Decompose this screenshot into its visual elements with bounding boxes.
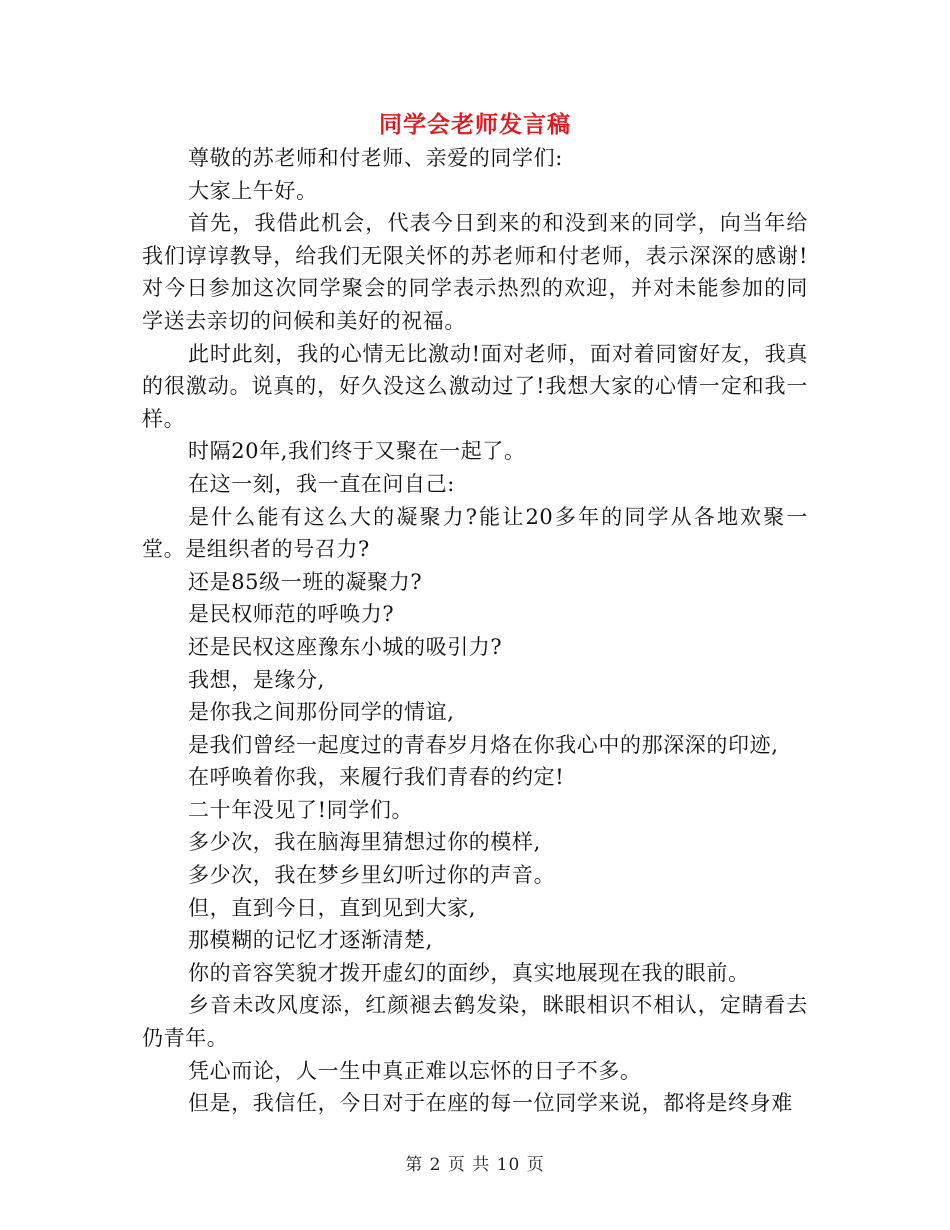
paragraph: 是民权师范的呼唤力? (188, 602, 395, 627)
paragraph: 大家上午好。 (188, 178, 318, 203)
document-title: 同学会老师发言稿 (379, 111, 571, 138)
paragraph: 多少次，我在梦乡里幻听过你的声音。 (188, 863, 556, 888)
paragraph: 凭心而论，人一生中真正难以忘怀的日子不多。 (188, 1058, 642, 1083)
paragraph: 尊敬的苏老师和付老师、亲爱的同学们: (188, 146, 563, 170)
page-number-footer: 第 2 页 共 10 页 (405, 1155, 545, 1175)
paragraph: 但是，我信任，今日对于在座的每一位同学来说，都将是终身难 (188, 1091, 793, 1116)
paragraph: 乡音未改风度添，红颜褪去鹤发染，眯眼相识不相认，定睛看去仍青年。 (142, 993, 808, 1051)
paragraph: 我想，是缘分, (188, 667, 325, 692)
paragraph: 但，直到今日，直到见到大家, (188, 895, 477, 920)
paragraph: 还是85级一班的凝聚力? (188, 569, 423, 594)
paragraph: 是我们曾经一起度过的青春岁月烙在你我心中的那深深的印迹, (188, 732, 779, 757)
paragraph: 时隔20年,我们终于又聚在一起了。 (188, 439, 526, 464)
paragraph: 在这一刻，我一直在问自己: (188, 471, 455, 496)
paragraph: 是什么能有这么大的凝聚力?能让20多年的同学从各地欢聚一堂。是组织者的号召力? (142, 504, 808, 562)
paragraph: 是你我之间那份同学的情谊, (188, 700, 455, 725)
paragraph: 还是民权这座豫东小城的吸引力? (188, 634, 503, 659)
paragraph: 在呼唤着你我，来履行我们青春的约定! (188, 765, 565, 790)
paragraph: 首先，我借此机会，代表今日到来的和没到来的同学，向当年给我们谆谆教导，给我们无限关怀的苏老师和付老师，表示深深的感谢!对今日参加这次同学聚会的同学表示热烈的欢迎，并对未能参加的同学送去亲切的问候和美好的祝福。 (142, 211, 808, 333)
paragraph: 多少次，我在脑海里猜想过你的模样, (188, 830, 541, 855)
document-body (142, 142, 808, 1120)
paragraph: 那模糊的记忆才逐渐清楚, (188, 928, 433, 953)
paragraph: 二十年没见了!同学们。 (188, 797, 414, 822)
paragraph: 此时此刻，我的心情无比激动!面对老师，面对着同窗好友，我真的很激动。说真的，好久没这么激动过了!我想大家的心情一定和我一样。 (142, 341, 808, 431)
paragraph: 你的音容笑貌才拨开虚幻的面纱，真实地展现在我的眼前。 (188, 960, 750, 985)
